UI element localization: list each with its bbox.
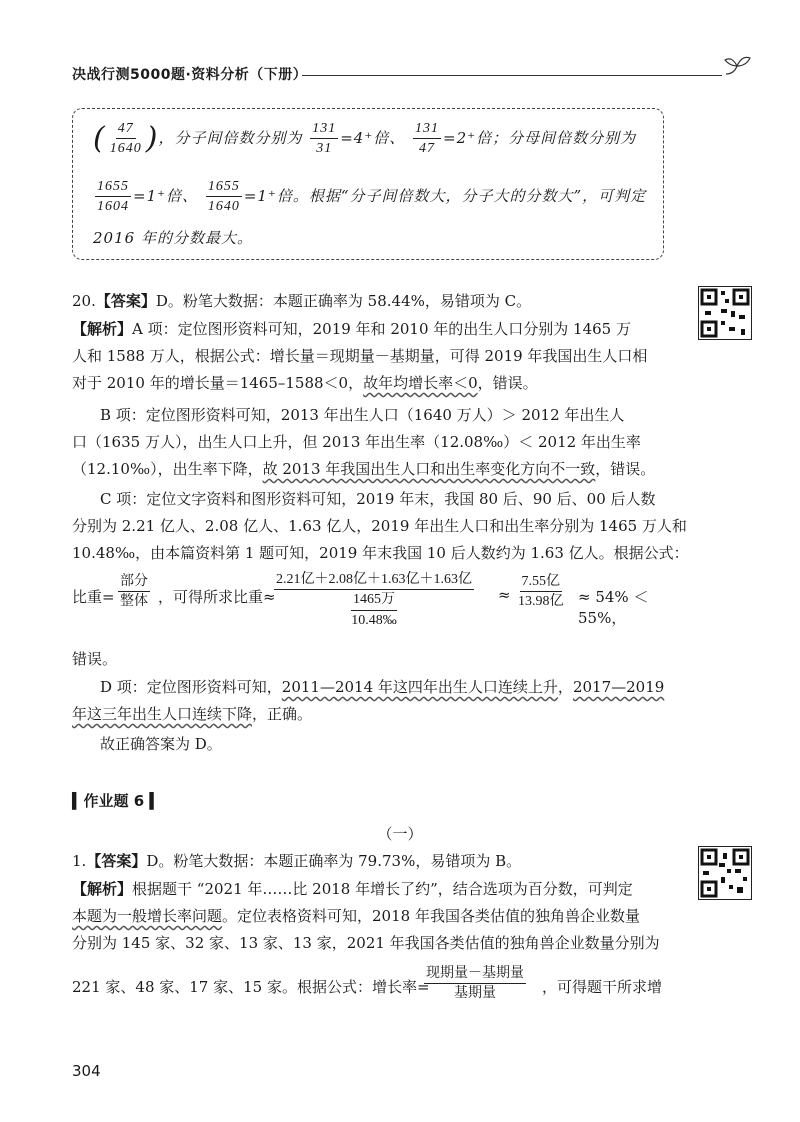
tip-line-2: $\frac{1655}{1604}$ =1⁺倍、 $\frac{1655}{1640}$ =1⁺倍。根据“分子间倍数大，分子大的分数大”，可判定 xyxy=(97,179,647,215)
q20-b3: （12.10‰），出生率下降，故 2013 年我国出生人口和出生率变化方向不一致，错误。 xyxy=(72,460,656,478)
q1-l4: 221 家、48 家、17 家、15 家。根据公式：增长率= 现期量－基期量 基期量 ，可得题干所求增 xyxy=(72,966,663,1002)
q20-c1: C 项：定位文字资料和图形资料可知，2019 年末，我国 80 后、90 后、00 后人数 xyxy=(100,490,656,508)
fraction: $\frac{131}{31}$ xyxy=(312,121,337,157)
q20-analysis-a1: 【解析】A 项：定位图形资料可知，2019 年和 2010 年的出生人口分别为 1465 万 xyxy=(72,320,631,338)
q1-l3: 分别为 145 家、32 家、13 家、13 家，2021 年我国各类估值的独角兽企业数量分别为 xyxy=(72,934,660,952)
tip-line-3: 2016 年的分数最大。 xyxy=(93,229,253,247)
fraction: $\frac{1655}{1604}$ xyxy=(97,179,129,215)
running-header xyxy=(72,58,752,88)
section-heading: ▍作业题 6 ▍ xyxy=(72,792,161,810)
header-rule xyxy=(302,75,722,76)
proportion-formula: 比重= 部分 整体 ，可得所求比重≈ 2.21亿＋2.08亿＋1.63亿＋1.63亿 $\frac{\text{1465万}}{10.48‰}$ ≈ 7.55亿 13.98亿 ≈ 54% ＜ 55%， xyxy=(72,572,649,628)
fraction: 2.21亿＋2.08亿＋1.63亿＋1.63亿 $\frac{\text{1465万}}{10.48‰}$ xyxy=(276,572,472,628)
q20-a3: 对于 2010 年的增长量＝1465–1588＜0，故年均增长率＜0，错误。 xyxy=(72,374,538,392)
tip-box xyxy=(72,108,664,260)
tip-line-1: ( $\frac{47}{1640}$ )，分子间倍数分别为 $\frac{131}{31}$ =4⁺倍、 $\frac{131}{47}$ =2⁺倍；分母间倍数分别为 xyxy=(93,120,637,157)
q20-answer: 20.【答案】D。粉笔大数据：本题正确率为 58.44%，易错项为 C。 xyxy=(72,292,532,310)
q20-d2: 年这三年出生人口连续下降，正确。 xyxy=(72,705,313,723)
fraction: 部分 整体 xyxy=(120,574,148,610)
fraction: 7.55亿 13.98亿 xyxy=(518,574,564,610)
fraction: $\frac{\text{1465万}}{10.48‰}$ xyxy=(351,592,397,628)
q20-d1: D 项：定位图形资料可知，2011—2014 年这四年出生人口连续上升，2017—2019 xyxy=(100,678,665,696)
section-subheading: （一） xyxy=(377,825,423,843)
q20-c4: 错误。 xyxy=(72,650,118,668)
q20-c3: 10.48‰，由本篇资料第 1 题可知，2019 年末我国 10 后人数约为 1.63 亿人。根据公式： xyxy=(72,544,689,562)
q1-analysis-l1: 【解析】根据题干 “2021 年……比 2018 年增长了约”，结合选项为百分数，可判定 xyxy=(72,880,633,898)
qr-code-icon xyxy=(698,846,752,900)
fraction: $\frac{131}{47}$ xyxy=(415,121,440,157)
q1-answer: 1.【答案】D。粉笔大数据：本题正确率为 79.73%，易错项为 B。 xyxy=(72,852,522,870)
q20-final: 故正确答案为 D。 xyxy=(100,735,222,753)
q1-l2: 本题为一般增长率问题。定位表格资料可知，2018 年我国各类估值的独角兽企业数量 xyxy=(72,907,640,925)
sprout-icon xyxy=(722,52,752,78)
page-number: 304 xyxy=(72,1062,101,1080)
q20-a2: 人和 1588 万人，根据公式：增长量＝现期量－基期量，可得 2019 年我国出生人口相 xyxy=(72,347,648,365)
header-title: 决战行测5000题·资料分析（下册） xyxy=(72,67,308,83)
q20-c2: 分别为 2.21 亿人、2.08 亿人、1.63 亿人，2019 年出生人口和出生率分别为 1465 万人和 xyxy=(72,517,687,535)
fraction: $\frac{47}{1640}$ xyxy=(109,121,142,157)
fraction: $\frac{1655}{1640}$ xyxy=(207,179,240,215)
q20-b1: B 项：定位图形资料可知，2013 年出生人口（1640 万人）＞ 2012 年出生人 xyxy=(100,406,625,424)
q20-b2: 口（1635 万人），出生人口上升，但 2013 年出生率（12.08‰）＜ 2012 年出生率 xyxy=(72,433,641,451)
fraction: 现期量－基期量 基期量 xyxy=(426,966,524,1002)
qr-code-icon xyxy=(698,286,752,340)
